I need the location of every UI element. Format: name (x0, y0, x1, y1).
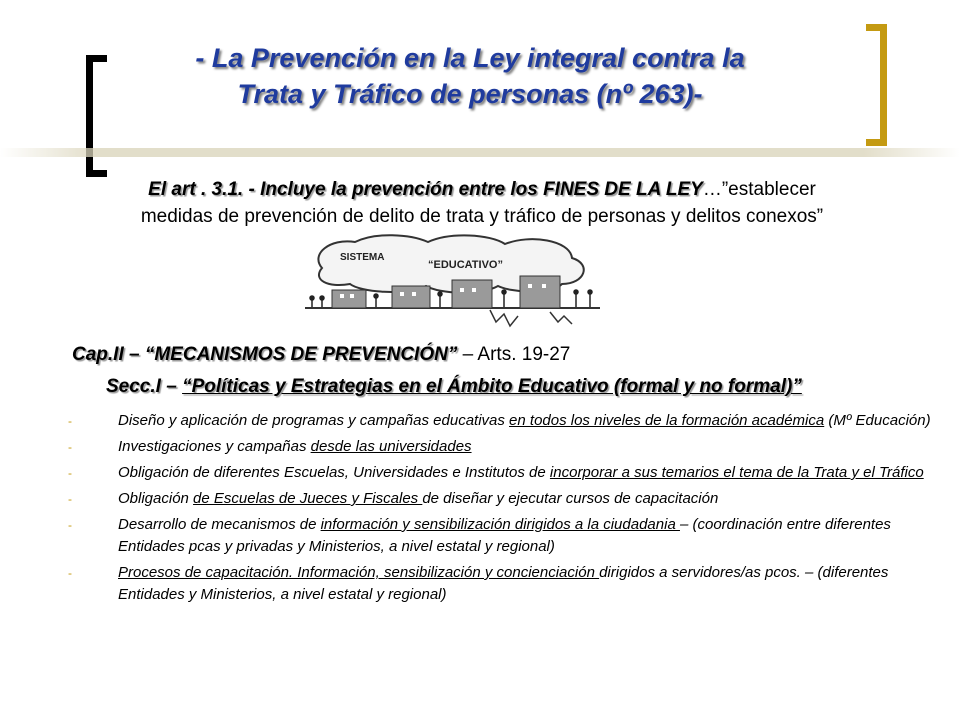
left-bracket-decoration (86, 55, 107, 177)
education-system-illustration (300, 232, 610, 332)
intro-quote-line2: medidas de prevención de delito de trata y tráfico de personas y delitos conexos” (140, 206, 824, 227)
list-bullet: - (68, 566, 72, 580)
slide-title (110, 40, 830, 112)
chapter-heading (72, 344, 570, 366)
intro-quote-start: …”establecer (702, 179, 816, 200)
section-title: “Políticas y Estrategias en el Ámbito Educativo (formal y no formal)” (182, 376, 802, 397)
list-bullet: - (68, 440, 72, 454)
intro-paragraph (62, 176, 902, 230)
list-bullet: - (68, 518, 72, 532)
right-bracket-decoration (866, 24, 887, 146)
header-divider (0, 148, 960, 157)
illustration-label-educativo: “EDUCATIVO” (428, 259, 503, 271)
measures-list (68, 410, 948, 610)
list-bullet: - (68, 492, 72, 506)
slide-title-line2: Trata y Tráfico de personas (nº 263)- (237, 79, 703, 109)
list-item: - Diseño y aplicación de programas y campañas educativas en todos los niveles de la formación académica (Mº Educación) (68, 410, 948, 432)
chapter-title: Cap.II – “MECANISMOS DE PREVENCIÓN” (72, 344, 458, 365)
list-bullet: - (68, 466, 72, 480)
list-item: - Obligación de diferentes Escuelas, Universidades e Institutos de incorporar a sus temarios el tema de la Trata y el Tráfico (68, 462, 948, 484)
list-item: - Procesos de capacitación. Información, sensibilización y concienciación dirigidos a servidores/as pcos. – (diferentes Entidades y Ministerios, a nivel estatal y regional) (68, 564, 889, 603)
illustration-label-sistema: SISTEMA (340, 252, 385, 263)
chapter-articles: – Arts. 19-27 (457, 344, 571, 365)
slide-title-line1: - La Prevención en la Ley integral contra la (195, 43, 745, 73)
list-item: - Desarrollo de mecanismos de información y sensibilización dirigidos a la ciudadania – (coordinación entre diferentes Entidades pcas y privadas y Ministerios, a nivel estatal y regional) (68, 516, 891, 555)
section-heading (106, 376, 802, 398)
list-bullet: - (68, 414, 72, 428)
intro-article-bold: El art . 3.1. - Incluye la prevención entre los FINES DE LA LEY (148, 179, 703, 200)
list-item: - Investigaciones y campañas desde las universidades (68, 436, 948, 458)
list-item: - Obligación de Escuelas de Jueces y Fiscales de diseñar y ejecutar cursos de capacitación (68, 488, 948, 510)
section-prefix: Secc.I – (106, 376, 183, 397)
